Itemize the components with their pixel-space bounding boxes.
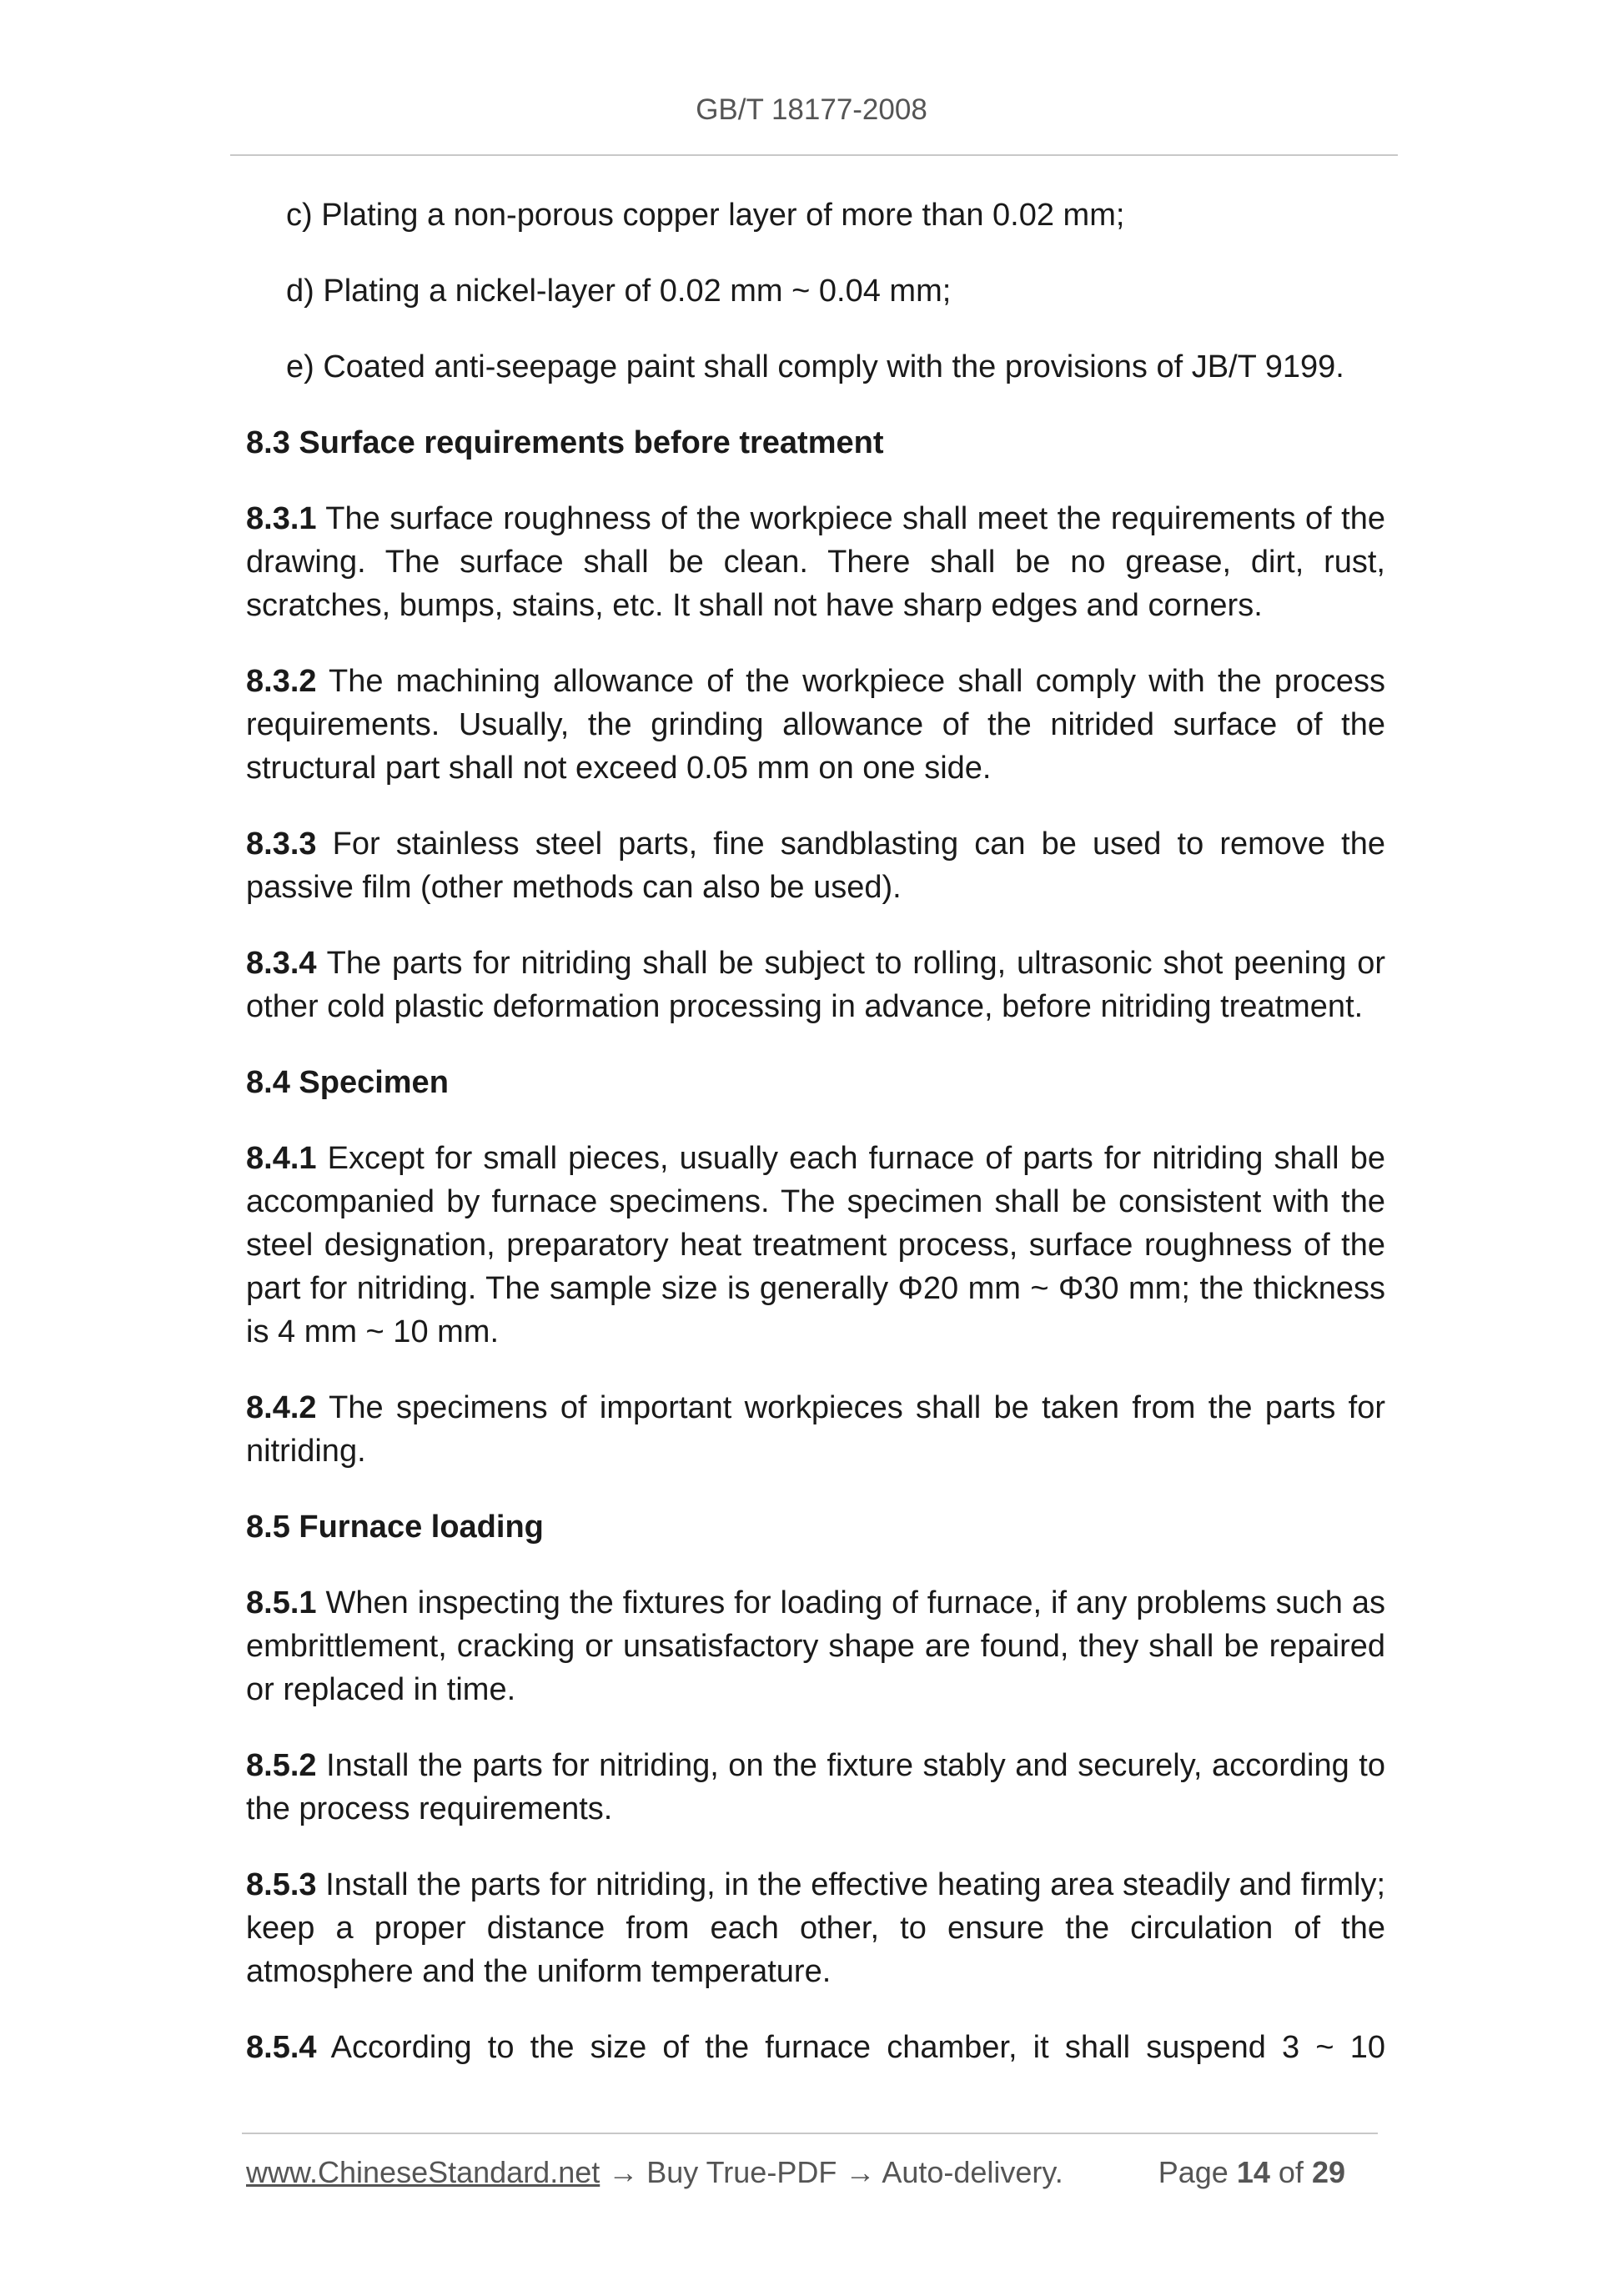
clause-8-3-2 xyxy=(246,660,1385,790)
clause-8-3-3 xyxy=(246,822,1385,909)
clause-text: For stainless steel parts, fine sandblasting can be used to remove the passive film (other methods can also be used). xyxy=(246,826,1385,905)
clause-number: 8.5.2 xyxy=(246,1748,317,1783)
footer-tagline: → Buy True-PDF → Auto-delivery. xyxy=(600,2155,1063,2189)
clause-8-5-2 xyxy=(246,1744,1385,1831)
list-item-d: d) Plating a nickel-layer of 0.02 mm ~ 0.04 mm; xyxy=(286,274,952,309)
header-divider xyxy=(230,154,1398,156)
section-heading-8-3: 8.3 Surface requirements before treatment xyxy=(246,425,884,460)
document-header: GB/T 18177-2008 xyxy=(696,93,927,126)
clause-text: Install the parts for nitriding, on the fixture stably and securely, according to the process requirements. xyxy=(246,1748,1385,1826)
document-body xyxy=(246,193,1385,2102)
clause-number: 8.4.2 xyxy=(246,1390,317,1425)
clause-number: 8.4.1 xyxy=(246,1141,317,1176)
total-pages-number: 29 xyxy=(1311,2155,1345,2189)
list-item-c: c) Plating a non-porous copper layer of more than 0.02 mm; xyxy=(286,198,1125,233)
clause-number: 8.3.2 xyxy=(246,664,317,699)
clause-number: 8.3.1 xyxy=(246,501,317,536)
clause-number: 8.3.4 xyxy=(246,946,317,981)
clause-text: The surface roughness of the workpiece shall meet the requirements of the drawing. The surface shall be clean. There shall be no grease, dirt, rust, scratches, bumps, stains, etc. It shall not have sharp edges and corners. xyxy=(246,501,1385,623)
current-page-number: 14 xyxy=(1236,2155,1270,2189)
footer-left xyxy=(246,2155,1063,2190)
clause-number: 8.5.1 xyxy=(246,1585,317,1620)
clause-number: 8.3.3 xyxy=(246,826,317,862)
website-link[interactable]: www.ChineseStandard.net xyxy=(246,2155,600,2189)
clause-text: Install the parts for nitriding, in the effective heating area steadily and firmly; keep a proper distance from each other, to ensure the circulation of the atmosphere and the uniform temperature. xyxy=(246,1867,1385,1989)
clause-text: Except for small pieces, usually each furnace of parts for nitriding shall be accompanied by furnace specimens. The specimen shall be consistent with the steel designation, preparatory heat treatment process, surface roughness of the part for nitriding. The sample size is generally Φ20 mm ~ Φ30 mm; the thickness is 4 mm ~ 10 mm. xyxy=(246,1141,1385,1349)
clause-number: 8.5.4 xyxy=(246,2030,317,2065)
section-heading-8-5: 8.5 Furnace loading xyxy=(246,1510,544,1545)
clause-8-5-3 xyxy=(246,1863,1385,1993)
clause-8-4-1 xyxy=(246,1137,1385,1354)
page-indicator xyxy=(1158,2155,1379,2190)
clause-text: When inspecting the fixtures for loading of furnace, if any problems such as embrittlement, cracking or unsatisfactory shape are found, they shall be repaired or replaced in time. xyxy=(246,1585,1385,1707)
clause-8-5-1 xyxy=(246,1581,1385,1711)
clause-8-4-2 xyxy=(246,1386,1385,1473)
list-item-e: e) Coated anti-seepage paint shall comply with the provisions of JB/T 9199. xyxy=(286,349,1344,384)
clause-8-5-4 xyxy=(246,2026,1385,2069)
page-footer xyxy=(246,2155,1379,2190)
clause-text: The specimens of important workpieces shall be taken from the parts for nitriding. xyxy=(246,1390,1385,1469)
clause-number: 8.5.3 xyxy=(246,1867,317,1902)
clause-text: The machining allowance of the workpiece shall comply with the process requirements. Usually, the grinding allowance of the nitrided surface of the structural part shall not exceed 0.05 mm on one side. xyxy=(246,664,1385,786)
section-heading-8-4: 8.4 Specimen xyxy=(246,1065,449,1100)
footer-divider xyxy=(242,2133,1378,2134)
page-label: Page xyxy=(1158,2155,1229,2189)
clause-8-3-4 xyxy=(246,942,1385,1028)
clause-8-3-1 xyxy=(246,497,1385,627)
clause-text: According to the size of the furnace chamber, it shall suspend 3 ~ 10 xyxy=(316,2030,1385,2065)
clause-text: The parts for nitriding shall be subject to rolling, ultrasonic shot peening or other cold plastic deformation processing in advance, before nitriding treatment. xyxy=(246,946,1385,1024)
of-label: of xyxy=(1278,2155,1304,2189)
